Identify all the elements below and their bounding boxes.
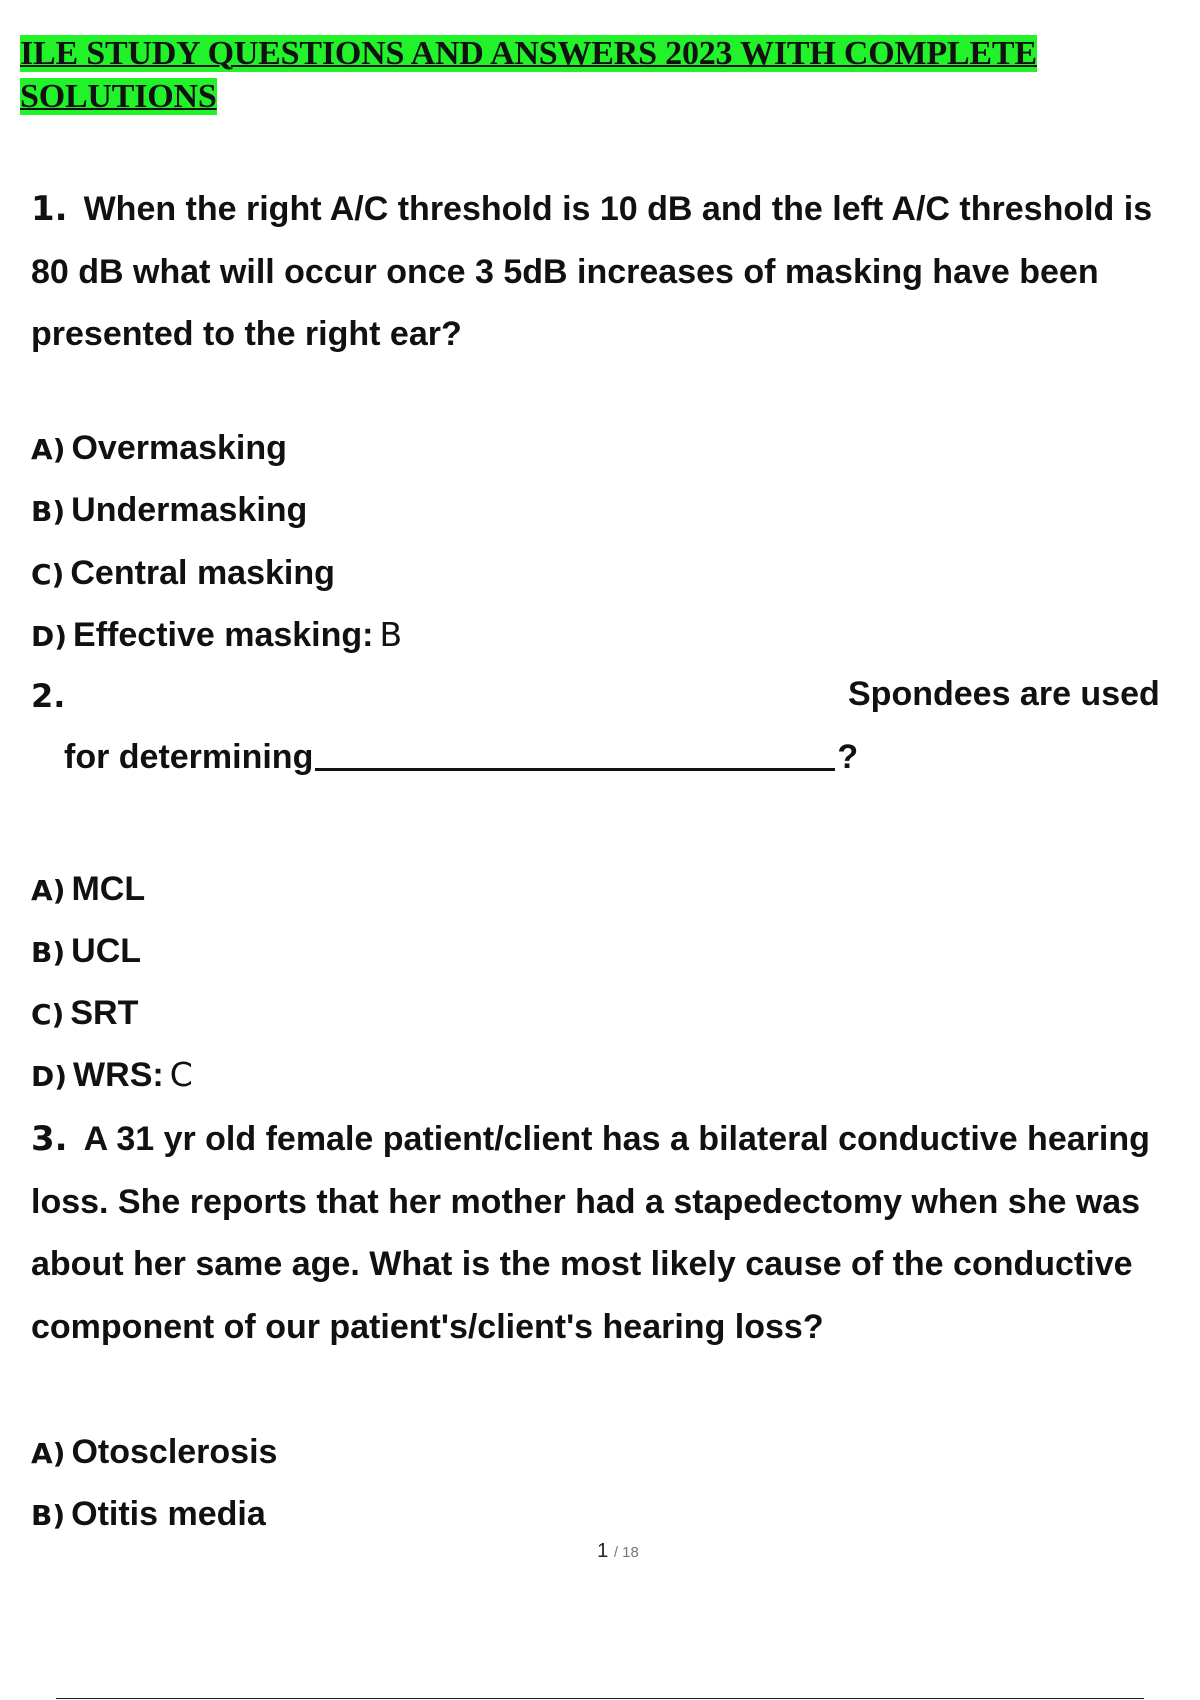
page-counter xyxy=(0,1540,1200,1563)
bottom-divider xyxy=(56,1698,1144,1699)
option-letter: A) xyxy=(31,874,66,907)
fill-in-blank xyxy=(315,738,835,771)
document-title xyxy=(20,32,1160,118)
question-3-option-a xyxy=(31,1432,277,1474)
answer-key: C xyxy=(169,1055,193,1094)
option-letter: B) xyxy=(31,936,66,969)
question-1-option-c xyxy=(31,553,335,595)
question-3-option-b xyxy=(31,1494,266,1536)
answer-key: B xyxy=(379,615,403,654)
page-total: / 18 xyxy=(613,1544,639,1561)
question-2-number: 2. xyxy=(31,677,66,715)
question-3 xyxy=(31,1108,1196,1358)
option-text: Undermasking xyxy=(71,491,308,529)
option-letter: A) xyxy=(31,1437,66,1470)
question-2-option-b xyxy=(31,931,141,973)
page-current: 1 xyxy=(597,1540,609,1562)
question-2-option-c xyxy=(31,993,138,1035)
option-letter: C) xyxy=(31,558,65,591)
question-2-line xyxy=(64,738,858,777)
question-2-option-a xyxy=(31,869,145,911)
option-letter: B) xyxy=(31,1499,66,1532)
option-text: Effective masking: xyxy=(73,616,374,654)
question-2-text-part1: Spondees are used xyxy=(848,675,1160,713)
title-line-1: ILE STUDY QUESTIONS AND ANSWERS 2023 WITH COMPLETE xyxy=(20,35,1037,72)
option-text: MCL xyxy=(71,870,146,908)
question-1-option-b xyxy=(31,490,307,532)
option-letter: C) xyxy=(31,998,65,1031)
question-2-text-part2: for determining xyxy=(64,738,314,776)
option-letter: A) xyxy=(31,433,66,466)
title-line-2: SOLUTIONS xyxy=(20,78,217,115)
option-text: WRS: xyxy=(73,1056,164,1094)
question-1-option-a xyxy=(31,428,287,470)
option-text: Overmasking xyxy=(71,429,287,467)
option-letter: D) xyxy=(31,1060,68,1093)
option-text: SRT xyxy=(70,994,139,1032)
question-1-option-d xyxy=(31,615,402,657)
option-text: UCL xyxy=(71,932,142,970)
question-text: When the right A/C threshold is 10 dB and the left A/C threshold is 80 dB what will occur once 3 5dB increases of masking have been presented to the right ear? xyxy=(31,190,1153,353)
question-1 xyxy=(31,178,1196,366)
question-2-option-d xyxy=(31,1055,193,1097)
option-text: Central masking xyxy=(70,554,335,592)
option-letter: B) xyxy=(31,495,66,528)
question-text: A 31 yr old female patient/client has a bilateral conductive hearing loss. She reports that her mother had a stapedectomy when she was about her same age. What is the most likely cause of the conductive component of our patient's/client's hearing loss? xyxy=(31,1120,1150,1346)
question-number: 3. xyxy=(31,1119,68,1159)
option-letter: D) xyxy=(31,620,68,653)
option-text: Otitis media xyxy=(71,1495,266,1533)
question-number: 1. xyxy=(31,189,68,229)
option-text: Otosclerosis xyxy=(71,1433,278,1471)
question-2-text-end: ? xyxy=(837,738,859,776)
